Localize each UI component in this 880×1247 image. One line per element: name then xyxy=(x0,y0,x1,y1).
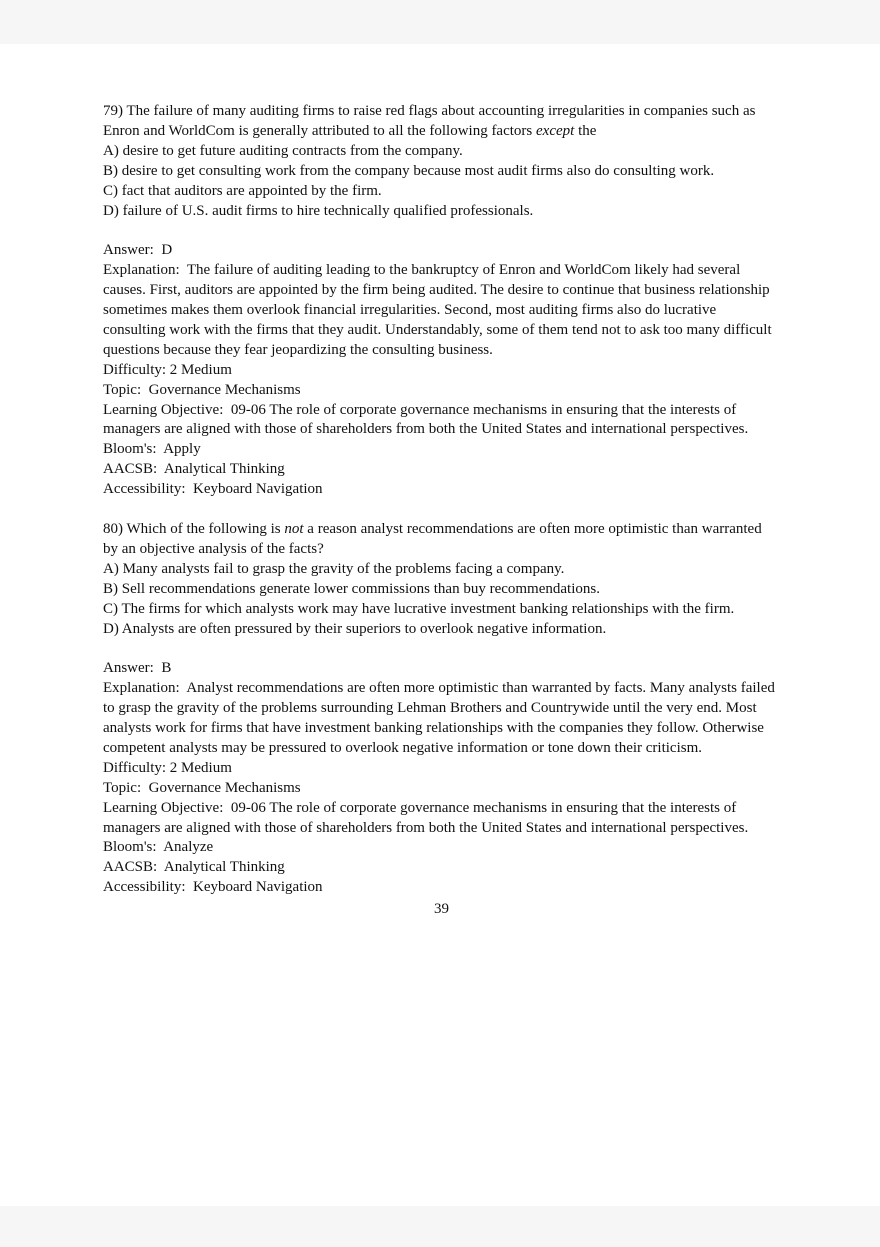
explanation: Explanation: Analyst recommendations are often more optimistic than warranted by facts. Many analysts failed to grasp the gravity of the problems surrounding Lehman Brothers and Countrywide until the very end. Most analysts work for firms that have investment banking relationships with the companies they follow. Otherwise competent analysts may be pressured to overlook negative information or tone down their criticism. xyxy=(103,680,779,756)
answer-line: Answer: D xyxy=(103,242,173,259)
option-d: D) failure of U.S. audit firms to hire technically qualified professionals. xyxy=(103,202,534,219)
option-d: D) Analysts are often pressured by their superiors to overlook negative information. xyxy=(103,620,607,637)
topic-line: Topic: Governance Mechanisms xyxy=(103,381,301,398)
question-stem xyxy=(103,520,780,560)
learning-objective-line: Learning Objective: 09-06 The role of corporate governance mechanisms in ensuring that the interests of managers are aligned with those of shareholders from both the United States and international perspectives. xyxy=(103,799,749,836)
aacsb-line: AACSB: Analytical Thinking xyxy=(103,859,285,876)
blooms-line: Bloom's: Analyze xyxy=(103,839,214,856)
stem-text-post: a reason analyst recommendations are often more optimistic than warranted by an objective analysis of the facts? xyxy=(103,521,766,557)
topic-line: Topic: Governance Mechanisms xyxy=(103,779,301,796)
option-a: A) Many analysts fail to grasp the gravity of the problems facing a company. xyxy=(103,560,565,577)
option-c: C) The firms for which analysts work may have lucrative investment banking relationships with the firm. xyxy=(103,600,735,617)
spacer xyxy=(103,639,780,659)
answer-line: Answer: B xyxy=(103,660,172,677)
difficulty-line: Difficulty: 2 Medium xyxy=(103,759,232,776)
accessibility-line: Accessibility: Keyboard Navigation xyxy=(103,481,323,498)
question-stem xyxy=(103,102,780,142)
difficulty-line: Difficulty: 2 Medium xyxy=(103,361,232,378)
blooms-line: Bloom's: Apply xyxy=(103,441,201,458)
aacsb-line: AACSB: Analytical Thinking xyxy=(103,461,285,478)
option-b: B) desire to get consulting work from the company because most audit firms also do consulting work. xyxy=(103,162,715,179)
stem-text-post: the xyxy=(574,122,597,139)
stem-text-pre: 79) The failure of many auditing firms to raise red flags about accounting irregularities in companies such as Enron and WorldCom is generally attributed to all the following factors xyxy=(103,103,760,139)
stem-text-italic: not xyxy=(284,521,304,537)
option-b: B) Sell recommendations generate lower commissions than buy recommendations. xyxy=(103,580,600,597)
option-a: A) desire to get future auditing contracts from the company. xyxy=(103,142,463,159)
question-block-80 xyxy=(103,520,780,898)
stem-text-pre: 80) Which of the following is xyxy=(103,521,285,537)
question-block-79 xyxy=(103,102,780,500)
spacer xyxy=(103,500,780,520)
explanation: Explanation: The failure of auditing leading to the bankruptcy of Enron and WorldCom likely had several causes. First, auditors are appointed by the firm being audited. The desire to continue that business relationship sometimes makes them overlook financial irregularities. Second, most auditing firms also do lucrative consulting work with the firms that they audit. Understandably, some of them tend not to ask too many difficult questions because they fear jeopardizing the consulting business. xyxy=(103,262,776,358)
stem-text-italic: except xyxy=(536,122,575,139)
page-number: 39 xyxy=(434,901,449,918)
accessibility-line: Accessibility: Keyboard Navigation xyxy=(103,879,323,896)
page-content xyxy=(0,44,880,920)
spacer xyxy=(103,221,780,241)
learning-objective-line: Learning Objective: 09-06 The role of corporate governance mechanisms in ensuring that the interests of managers are aligned with those of shareholders from both the United States and international perspectives. xyxy=(103,401,749,438)
option-c: C) fact that auditors are appointed by the firm. xyxy=(103,182,382,199)
